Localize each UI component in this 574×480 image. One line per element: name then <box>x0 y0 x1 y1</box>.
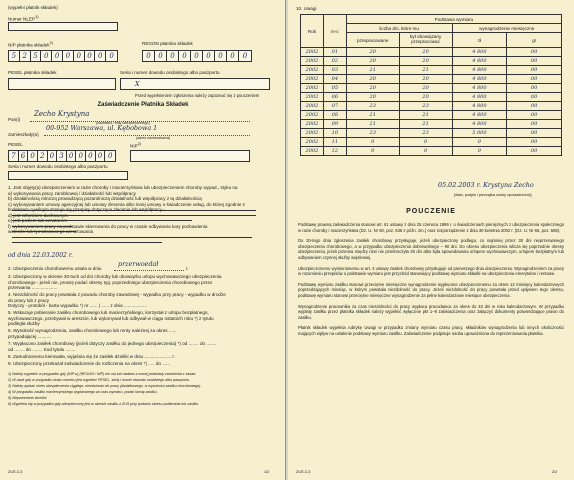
pesel2-label: PESEL <box>8 142 23 147</box>
strike-b <box>12 210 256 211</box>
address-hint: (adres zamieszkania) <box>136 136 171 140</box>
signature-line: 05.02.2003 r. Krystyna Zecho <box>438 181 534 189</box>
col-mies: m-c <box>323 15 346 48</box>
table-cell: 0 <box>399 147 452 156</box>
regon-field[interactable] <box>142 50 252 62</box>
form-title: Zaświadczenie Płatnika Składek <box>97 102 189 108</box>
text-line: 5. Wskazuje pobieranie zasiłku chorobowego lub macierzyńskiego, korzystał z urlopu bezpłatnego, <box>8 310 209 315</box>
table-cell: 00 <box>507 111 562 120</box>
digit-cell: 0 <box>41 51 52 61</box>
table-cell: 03 <box>323 66 346 75</box>
seria2-label: Seria i numer dowodu osobistego albo paszportu <box>8 164 108 169</box>
strike-c <box>12 215 256 216</box>
digit-cell: 0 <box>143 51 155 61</box>
table-cell: 20 <box>346 84 399 93</box>
text-line: 7. Wypłacono zasiłek chorobowy (jeżeli dotyczy zasiłku do jednego ubezpieczenia) *) od ........ do ........ <box>8 341 217 346</box>
footnote: 1) Należy wypełnić w przypadku gdy (NIP-u) (REGON / NIP) nie ma lub nadano z nowej podstawy zwolnienia z zasad. <box>8 372 197 376</box>
text-line: wolności lub tymczasowego aresztowania <box>8 229 94 234</box>
digit-cell: 0 <box>48 151 58 161</box>
address-value: 00-952 Warszawa, ul. Kębobowa 1 <box>46 124 158 132</box>
col-zl: zł <box>452 33 507 48</box>
text-line: przerwania .................... <box>8 285 58 290</box>
item-2-line <box>114 270 184 271</box>
text-line: 3. Ubezpieczony w okresie 30-tuch od dni choroby lub obowiązku urlopu wychowawczego ubezpieczenia <box>8 274 222 279</box>
col-byl: był obowiązany przepracować <box>399 33 452 48</box>
table-row <box>301 48 562 57</box>
pouczenie-paragraph: Do 30-tego dnia zgłoszenia zasiłek chorobowy przysługuje, jeżeli ubezpieczony podlega, co najmniej przez 30 dni nieprzerwanego ubezpieczenia chorobowego, a w przypadku ubezpieczenia dobrowolnego – 90 dni. Do okresu ubezpieczenia wlicza się poprzednie okresy ubezpieczenia, jeżeli przerwa między nimi nie przekroczyła 30 dni albo była spowodowana urlopem wychowawczym, urlopem bezpłatnym lub odbywaniem czynnej służby wojskowej. <box>298 238 564 260</box>
table-cell: 04 <box>323 75 346 84</box>
pesel-field[interactable] <box>8 78 116 90</box>
nip2-field[interactable] <box>130 150 250 162</box>
pan-value: Zecho Krystyna <box>34 110 90 118</box>
pesel-label: PESEL płatnika składek <box>8 70 57 75</box>
item-9: 9. Ubezpieczony przekazał zaświadczenie do rozliczenia na okres *) ..... do ...... <box>8 361 170 366</box>
item-2-label: 2. Ubezpieczeniu chorobowemu ustala w dniu <box>8 266 102 271</box>
pouczenie-paragraph: Płatnik składek wypełnia rubrykę Uwagi w przypadku zmiany wymiaru czasu pracy, składników wynagrodzenia lub innych okoliczności mających wpływ na ustalenie podstawy wymiaru zasiłku. Zaświadczenie podpisuje osoba upoważniona do reprezentowania płatnika. <box>298 325 564 336</box>
pouczenie-paragraph: Podstawę wymiaru zasiłku stanowi przeciętne miesięczne wynagrodzenie wypłacone ubezpieczonemu za okres 12 miesięcy kalendarzowych poprzedzających miesiąc, w którym powstała niezdolność do pracy. Jeżeli niezdolność do pracy powstała przed upływem tego okresu, podstawę wymiaru stanowi przeciętne miesięczne wynagrodzenie za pełne kalendarzowe miesiące ubezpieczenia. <box>298 281 564 298</box>
table-cell: 00 <box>507 84 562 93</box>
digit-cell: 0 <box>191 51 203 61</box>
text-line: d) jest członkiem duchownym - <box>8 212 71 218</box>
table-cell: 0 <box>452 138 507 147</box>
strike-f <box>12 237 252 238</box>
pesel2-field[interactable] <box>8 150 116 162</box>
table-cell: 00 <box>507 129 562 138</box>
table-row <box>301 147 562 156</box>
table-cell: 23 <box>399 102 452 111</box>
item-2-tail: r. <box>186 266 189 271</box>
table-cell: 02 <box>323 57 346 66</box>
table-cell: 2002 <box>301 120 324 129</box>
table-cell: 10 <box>323 129 346 138</box>
table-row <box>301 57 562 66</box>
digit-cell: 6 <box>19 151 29 161</box>
table-cell: 4 800 <box>452 66 507 75</box>
table-cell: 2002 <box>301 57 324 66</box>
text-line: podległa służby <box>8 321 40 326</box>
table-cell: 2002 <box>301 48 324 57</box>
table-cell: 2002 <box>301 66 324 75</box>
table-cell: 4 800 <box>452 75 507 84</box>
digit-cell: 0 <box>76 151 86 161</box>
digit-cell: 7 <box>9 151 19 161</box>
footnote: 5) Niepotrzebne skreślić. <box>8 396 48 400</box>
table-cell: 01 <box>323 48 346 57</box>
item-8: 8. Zatrudnionemu kierowała, wyjaśnia się że zasiłek dzieliki w dniu ..................... r. <box>8 354 175 359</box>
table-cell: 20 <box>399 48 452 57</box>
digit-cell: 0 <box>85 51 96 61</box>
nr-nlep-label: Numer NLEP$^{1)}$ <box>8 15 39 22</box>
digit-cell: 0 <box>107 152 113 160</box>
table-cell: 00 <box>507 147 562 156</box>
table-cell: 20 <box>399 84 452 93</box>
table-cell: 4 800 <box>452 102 507 111</box>
table-cell: 00 <box>507 138 562 147</box>
strike-f2 <box>12 242 162 243</box>
digit-cell: 2 <box>20 51 31 61</box>
pouczenie-text <box>298 222 564 342</box>
table-row <box>301 93 562 102</box>
text-line: b) działalnością rolniczą prowadzącą pozarolniczą działalność lub współpracy z tą działalnością <box>8 196 202 201</box>
digit-cell: 0 <box>86 151 96 161</box>
col-liczba-dni: liczba dni, które mu <box>346 24 452 33</box>
digit-cell: 0 <box>28 151 38 161</box>
nr-nlep-field[interactable] <box>8 22 118 31</box>
strike-d <box>12 226 72 227</box>
table-cell: 0 <box>346 147 399 156</box>
table-cell: 4 800 <box>452 120 507 129</box>
digit-cell: 0 <box>96 151 106 161</box>
table-cell: 21 <box>399 120 452 129</box>
pan-hint: (nazwisko i imię ubezpieczonego) <box>96 121 150 125</box>
table-cell: 20 <box>346 93 399 102</box>
text-line: f) wykonywaniem pracy na podstawie skierowania do pracy w czasie odbywania kary pozbawienia <box>8 223 208 229</box>
table-cell: 0 <box>452 147 507 156</box>
table-cell: 4 800 <box>452 111 507 120</box>
table-row <box>301 120 562 129</box>
table-cell: 23 <box>346 102 399 111</box>
page-number-right: 2/2 <box>552 470 558 474</box>
table-cell: 2002 <box>301 84 324 93</box>
table-cell: 2002 <box>301 147 324 156</box>
wage-table <box>300 14 562 156</box>
table-cell: 5 000 <box>452 129 507 138</box>
footnote: 6) Wypełnia się w przypadku gdy ubezpieczony jest w okresie zasiłku z ZUS przy podaniu okresu pobierania lub zasiłku. <box>8 402 200 406</box>
text-line: od dnia 22.03.2002 r. <box>8 252 73 259</box>
table-cell: 21 <box>346 66 399 75</box>
col-wynagrodzenie: wynagrodzenie miesięczne <box>452 24 562 33</box>
text-line: do pracy lub z pracy <box>8 297 50 303</box>
digit-cell: 0 <box>215 51 227 61</box>
pouczenie-paragraph: Ubezpieczonemu wymienionemu w art. 4 ustawy zasiłek chorobowy przysługuje od pierwszego dnia ubezpieczenia. Wynagrodzeniem za pracę w rozumieniu przepisów o podstawie wymiaru jest przychód stanowiący podstawę wymiaru składki na ubezpieczenia emerytalne i rentowe. <box>298 265 564 277</box>
digit-cell: 0 <box>63 51 74 61</box>
table-cell: 2002 <box>301 111 324 120</box>
table-cell: 09 <box>323 120 346 129</box>
signature-hint: (data, podpis i pieczątka osoby upoważnionej) <box>454 193 532 197</box>
table-cell: 05 <box>323 84 346 93</box>
nip-field[interactable] <box>8 50 118 62</box>
form-page-left <box>0 0 286 480</box>
item-2-value: przerwoedał <box>118 260 159 268</box>
text-line: 4. Niezdolność do pracy powstała z powodu choroby zawodowej - wypadku przy pracy - wypadku w drodze <box>8 292 226 297</box>
digit-cell: 0 <box>67 151 77 161</box>
text-line: 6. Wysokość wynagrodzenia, zasiłku chorobowego lub renty należnej za okres ...... <box>8 328 177 333</box>
table-cell: 20 <box>346 48 399 57</box>
footnote: 3) Należy wpisać okres ubezpieczenia ciągłego, niezdolnośc do pracy (dodatkowego, w wysokości zasiłku chorobowego). <box>8 384 202 388</box>
table-row <box>301 66 562 75</box>
digit-cell: 0 <box>74 51 85 61</box>
pouczenie-title: POUCZENIE <box>406 208 456 215</box>
table-cell: 00 <box>507 93 562 102</box>
table-cell: 00 <box>507 57 562 66</box>
digit-cell: 0 <box>95 51 106 61</box>
digit-cell: 0 <box>179 51 191 61</box>
table-cell: 00 <box>507 120 562 129</box>
table-row <box>301 129 562 138</box>
digit-cell: 0 <box>167 51 179 61</box>
table-row <box>301 84 562 93</box>
digit-cell: 0 <box>109 52 114 60</box>
form-code-right: ZUS Z-3 <box>296 470 311 474</box>
text-line: przypadającej ........... <box>8 333 52 339</box>
table-cell: 07 <box>323 102 346 111</box>
text-line: c) wykonywaniem umowy agencyjnej lub umowy zlecenia albo innej umowy o świadczenie usług, do której zgodnie z <box>8 201 245 207</box>
text-line: e) jest posłem lub senatorem - <box>8 218 70 223</box>
digit-cell: 3 <box>57 151 67 161</box>
table-cell: 21 <box>399 66 452 75</box>
text-line: od ........ do ........ Kod tytułu ........ <box>8 346 76 352</box>
table-cell: 00 <box>507 66 562 75</box>
text-line: chorobowego - jeżeli nie, proszę podać okresy tyg. poprzedniego ubezpieczenia chorobowego przez <box>8 279 213 285</box>
table-cell: 2002 <box>301 138 324 147</box>
table-cell: 4 800 <box>452 84 507 93</box>
table-cell: 21 <box>346 120 399 129</box>
address-label: zamieszkały(a) <box>8 132 39 137</box>
table-row <box>301 138 562 147</box>
table-cell: 12 <box>323 147 346 156</box>
table-cell: 06 <box>323 93 346 102</box>
table-cell: 4 800 <box>452 48 507 57</box>
table-cell: 20 <box>346 75 399 84</box>
nip2-label: NIP$^{2)}$ <box>130 142 142 149</box>
table-cell: 4 800 <box>452 57 507 66</box>
instruction-note: Przed wypełnieniem zgłoszenia należy zapoznać się z pouczeniem <box>135 93 260 98</box>
digit-cell: 0 <box>52 51 63 61</box>
table-row <box>301 111 562 120</box>
uwagi-title: 10. Uwagi <box>296 6 317 11</box>
table-cell: 4 800 <box>452 93 507 102</box>
table-cell: 23 <box>399 129 452 138</box>
table-cell: 00 <box>507 75 562 84</box>
strike-c2 <box>12 220 192 221</box>
text-line: Dotyczy - protokół - karta wypadku *) nr ...... ) ...... z dnia .................. <box>8 303 147 308</box>
digit-cell: 5 <box>31 51 42 61</box>
table-cell: 2002 <box>301 129 324 138</box>
footnote: 2) W razie gdy w przypadku braku numeru jest wypełnić PESEL, serię i numer dowodu osobistego albo paszportu. <box>8 378 190 382</box>
digit-cell: 2 <box>38 151 48 161</box>
text-line: wychowawczego, przebywał w areszcie, lub wykonywał lub odbywał w ciągu ostatnich roku *) z tytułu <box>8 315 214 321</box>
seria-field[interactable] <box>120 78 270 90</box>
text-line: a) wykonywania pracy zarobkowej / działalność lub współpracy <box>8 190 136 196</box>
form-code-left: ZUS Z-3 <box>8 470 23 474</box>
col-gr: gr <box>507 33 562 48</box>
table-cell: 20 <box>346 57 399 66</box>
nip-label: NIP płatnika składek$^{2)}$ <box>8 41 53 48</box>
table-cell: 0 <box>399 138 452 147</box>
form-page-right <box>288 0 574 480</box>
col-rok: Rok <box>301 15 324 48</box>
table-cell: 11 <box>323 138 346 147</box>
pan-label: Pan(i) <box>8 117 21 122</box>
table-row <box>301 102 562 111</box>
digit-cell: 5 <box>9 51 20 61</box>
digit-cell: 0 <box>242 52 248 60</box>
table-row <box>301 75 562 84</box>
footnote: 4) W przypadku zasiłku macierzyńskiego wypłacanego za czas wymiaru, podać kwotę zasiłku. <box>8 390 158 394</box>
table-cell: 00 <box>507 102 562 111</box>
table-cell: 21 <box>346 111 399 120</box>
seria-mark: X <box>135 80 140 88</box>
table-cell: 20 <box>399 57 452 66</box>
pouczenie-paragraph: Podstawę prawną zaświadczenia stanowi art. 61 ustawy z dnia 25 czerwca 1999 r. o świadczeniach pieniężnych z ubezpieczenia społecznego w razie choroby i macierzyństwa (Dz. U. Nr 60, poz. 636 z późn. zm.) oraz rozporządzenie z dnia 30 kwietnia 2002 r. (Dz. U. Nr 65, poz. 589). <box>298 222 564 233</box>
seria-label: Seria i numer dowodu osobistego albo paszportu <box>120 70 220 75</box>
table-cell: 08 <box>323 111 346 120</box>
pouczenie-paragraph: Wynagrodzenie pracownika za czas niezdolności do pracy wypłaca pracodawca za okres do 33 dni w roku kalendarzowym. W przypadku wypłaty zasiłku przez płatnika składek należy wypełnić wyłącznie pkt 1–9 zaświadczenia oraz załączyć dokumenty potwierdzające prawo do zasiłku. <box>298 303 564 320</box>
table-cell: 20 <box>399 75 452 84</box>
page-number-left: 1/2 <box>264 470 270 474</box>
table-header-main: Podstawa wymiaru <box>346 15 561 24</box>
seria2-field[interactable] <box>8 171 128 180</box>
table-cell: 2002 <box>301 102 324 111</box>
col-przepracowane: przepracowane <box>346 33 399 48</box>
regon-label: REGON płatnika składek <box>142 41 193 46</box>
table-cell: 21 <box>399 111 452 120</box>
header-note: (wypełni płatnik składek) <box>8 5 58 10</box>
digit-cell: 0 <box>227 51 239 61</box>
table-cell: 2002 <box>301 93 324 102</box>
table-cell: 00 <box>507 48 562 57</box>
table-cell: 2002 <box>301 75 324 84</box>
table-cell: 20 <box>399 93 452 102</box>
text-line: 1. Jest objęty(a) ubezpieczeniem w razie choroby i macierzyństwa lub ubezpieczeniem choroby wypad., styku na <box>8 185 238 190</box>
table-cell: 23 <box>346 129 399 138</box>
digit-cell: 0 <box>155 51 167 61</box>
text-line: kodeksem cywilnym stosuje się przepisy dotyczące zlecenia lub współpracy - <box>8 207 165 212</box>
strike-e <box>12 231 76 232</box>
table-cell: 0 <box>346 138 399 147</box>
digit-cell: 0 <box>203 51 215 61</box>
